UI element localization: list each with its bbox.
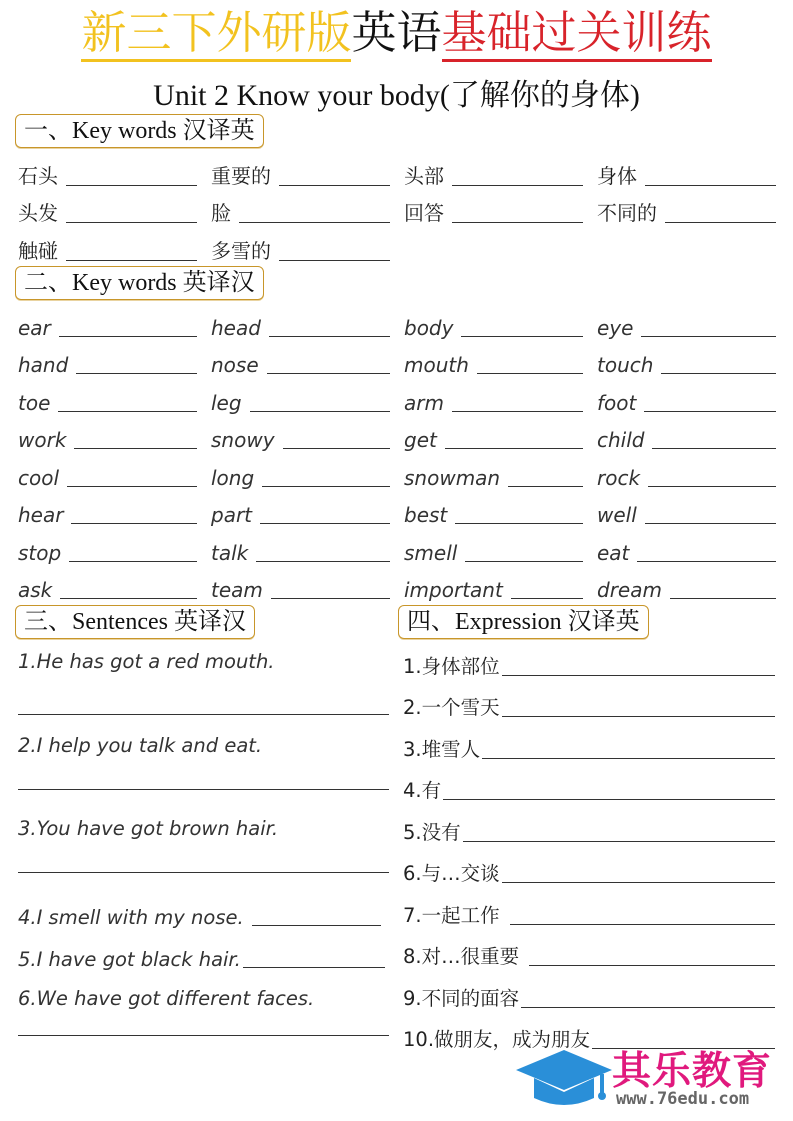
word-prompt: cool xyxy=(18,465,60,490)
word-prompt: toe xyxy=(18,390,51,415)
word-prompt: long xyxy=(211,465,255,490)
answer-blank[interactable] xyxy=(279,259,390,261)
expression-item xyxy=(403,928,775,970)
answer-blank[interactable] xyxy=(443,798,775,800)
word-prompt: 触碰 xyxy=(18,238,58,263)
expression-prompt: 1.身体部位 xyxy=(403,654,500,678)
answer-blank[interactable] xyxy=(652,447,776,449)
word-prompt: 多雪的 xyxy=(211,238,271,263)
word-row xyxy=(18,151,776,189)
word-prompt: stop xyxy=(18,540,62,565)
sentence-item: 5.I have got black hair. xyxy=(18,948,241,971)
answer-blank[interactable] xyxy=(66,259,197,261)
word-prompt: 重要的 xyxy=(211,163,271,188)
answer-blank[interactable] xyxy=(269,335,390,337)
word-prompt: part xyxy=(211,503,253,527)
answer-blank[interactable] xyxy=(67,485,197,487)
expression-item xyxy=(403,803,775,845)
answer-blank[interactable] xyxy=(66,221,197,223)
sentence-item: 6.We have got different faces. xyxy=(18,987,315,1010)
word-row xyxy=(18,302,776,340)
word-prompt: well xyxy=(597,503,637,527)
answer-blank[interactable] xyxy=(69,560,197,562)
section3-heading: 三、Sentences 英译汉 xyxy=(15,605,255,639)
expression-item xyxy=(403,886,775,928)
sentence-row xyxy=(18,943,389,971)
answer-blank[interactable] xyxy=(637,560,776,562)
answer-blank[interactable] xyxy=(267,372,390,374)
word-prompt: leg xyxy=(211,390,242,415)
word-row xyxy=(18,340,776,378)
word-prompt: child xyxy=(597,428,645,452)
answer-blank[interactable] xyxy=(641,335,776,337)
expression-item xyxy=(403,845,775,887)
answer-blank[interactable] xyxy=(452,410,583,412)
sentence-item: 2.I help you talk and eat. xyxy=(18,734,263,757)
word-row xyxy=(18,415,776,453)
expression-prompt: 3.堆雪人 xyxy=(403,737,481,761)
word-row xyxy=(18,226,776,264)
word-prompt: ask xyxy=(18,578,53,602)
answer-blank[interactable] xyxy=(260,522,390,524)
answer-line[interactable] xyxy=(18,678,389,715)
word-row xyxy=(18,527,776,565)
word-prompt: snowman xyxy=(404,465,501,490)
answer-blank[interactable] xyxy=(250,410,390,412)
answer-line[interactable] xyxy=(18,845,389,873)
title-part-1: 新三下外研版 xyxy=(81,6,351,62)
answer-blank[interactable] xyxy=(465,560,583,562)
word-prompt: 石头 xyxy=(18,163,58,188)
word-prompt: talk xyxy=(211,540,249,565)
answer-blank[interactable] xyxy=(477,372,583,374)
answer-blank[interactable] xyxy=(644,410,776,412)
answer-blank[interactable] xyxy=(461,335,583,337)
sentence-item: 3.You have got brown hair. xyxy=(18,817,279,840)
section2-grid xyxy=(18,302,776,602)
section4-heading: 四、Expression 汉译英 xyxy=(398,605,649,639)
answer-blank[interactable] xyxy=(665,221,776,223)
answer-line[interactable] xyxy=(18,1015,389,1036)
sentence-item: 1.He has got a red mouth. xyxy=(18,650,275,673)
answer-blank[interactable] xyxy=(256,560,390,562)
expression-prompt: 9.不同的面容 xyxy=(403,986,520,1010)
sentence-item: 4.I smell with my nose. xyxy=(18,906,244,929)
word-prompt: dream xyxy=(597,578,662,602)
word-prompt: 头发 xyxy=(18,201,58,225)
word-prompt: 身体 xyxy=(597,163,637,188)
word-prompt: snowy xyxy=(211,428,275,452)
answer-blank[interactable] xyxy=(502,881,775,883)
section1-grid xyxy=(18,151,776,264)
answer-line[interactable] xyxy=(18,762,389,790)
expression-prompt: 6.与…交谈 xyxy=(403,862,500,885)
answer-blank[interactable] xyxy=(445,447,583,449)
expression-item xyxy=(403,720,775,762)
word-prompt: 头部 xyxy=(404,163,444,188)
answer-blank[interactable] xyxy=(66,184,197,186)
word-row xyxy=(18,452,776,490)
answer-blank[interactable] xyxy=(463,840,775,842)
word-prompt: eye xyxy=(597,315,634,340)
answer-blank[interactable] xyxy=(283,447,390,449)
word-prompt: hear xyxy=(18,503,64,527)
word-prompt: team xyxy=(211,578,263,602)
answer-blank[interactable] xyxy=(510,923,775,925)
word-prompt: rock xyxy=(597,465,641,490)
word-row xyxy=(18,377,776,415)
answer-blank[interactable] xyxy=(60,597,197,599)
answer-blank[interactable] xyxy=(452,221,583,223)
expression-prompt: 10.做朋友，成为朋友 xyxy=(403,1028,591,1051)
word-prompt: 不同的 xyxy=(597,201,657,225)
expression-prompt: 4.有 xyxy=(403,779,442,802)
expression-prompt: 5.没有 xyxy=(403,820,461,844)
answer-blank[interactable] xyxy=(59,335,197,337)
word-prompt: touch xyxy=(597,353,654,377)
sentence-row xyxy=(18,901,389,929)
answer-blank[interactable] xyxy=(670,597,776,599)
word-prompt: work xyxy=(18,428,67,452)
answer-blank[interactable] xyxy=(661,372,776,374)
page-title xyxy=(0,4,793,62)
word-prompt: hand xyxy=(18,353,69,377)
answer-blank[interactable] xyxy=(271,597,390,599)
answer-blank[interactable] xyxy=(452,184,583,186)
word-prompt: head xyxy=(211,315,261,340)
logo-url: www.76edu.com xyxy=(616,1089,750,1109)
answer-blank[interactable] xyxy=(502,715,775,717)
section1-heading: 一、Key words 汉译英 xyxy=(15,114,264,148)
answer-blank[interactable] xyxy=(76,372,197,374)
answer-blank[interactable] xyxy=(521,1006,775,1008)
answer-blank[interactable] xyxy=(74,447,197,449)
section4-expressions xyxy=(403,637,775,1052)
title-part-3: 基础过关训练 xyxy=(442,6,712,62)
word-prompt: smell xyxy=(404,540,458,565)
answer-blank[interactable] xyxy=(648,485,776,487)
word-prompt: nose xyxy=(211,353,259,377)
word-row xyxy=(18,189,776,227)
expression-item xyxy=(403,679,775,721)
word-prompt: mouth xyxy=(404,353,469,377)
answer-blank[interactable] xyxy=(645,522,776,524)
answer-blank[interactable] xyxy=(455,522,583,524)
word-row xyxy=(18,490,776,528)
unit-subtitle: Unit 2 Know your body(了解你的身体) xyxy=(153,79,640,112)
word-prompt: arm xyxy=(404,390,444,415)
answer-blank[interactable] xyxy=(239,221,390,223)
expression-item xyxy=(403,969,775,1011)
word-prompt: important xyxy=(404,578,503,602)
expression-prompt: 8.对…很重要 xyxy=(403,945,520,968)
answer-blank[interactable] xyxy=(511,597,583,599)
answer-blank[interactable] xyxy=(482,757,775,759)
section2-heading: 二、Key words 英译汉 xyxy=(15,266,264,300)
answer-blank[interactable] xyxy=(71,522,197,524)
answer-blank[interactable] xyxy=(252,924,381,926)
word-prompt: eat xyxy=(597,540,630,565)
expression-item xyxy=(403,637,775,679)
answer-blank[interactable] xyxy=(262,485,390,487)
logo-name: 其乐教育 xyxy=(612,1049,773,1094)
expression-item xyxy=(403,762,775,804)
answer-blank[interactable] xyxy=(243,966,385,968)
word-prompt: 回答 xyxy=(404,201,444,225)
word-prompt: get xyxy=(404,428,437,452)
word-prompt: ear xyxy=(18,315,51,340)
word-row xyxy=(18,565,776,603)
expression-prompt: 2.一个雪天 xyxy=(403,696,500,719)
answer-blank[interactable] xyxy=(645,184,776,186)
answer-blank[interactable] xyxy=(529,964,775,966)
word-prompt: 脸 xyxy=(211,201,231,225)
answer-blank[interactable] xyxy=(508,485,583,487)
title-part-2: 英语 xyxy=(351,6,442,59)
answer-blank[interactable] xyxy=(502,674,775,676)
word-prompt: body xyxy=(404,315,454,340)
expression-prompt: 7.一起工作 xyxy=(403,903,500,927)
answer-blank[interactable] xyxy=(58,410,197,412)
word-prompt: best xyxy=(404,503,448,527)
answer-blank[interactable] xyxy=(279,184,390,186)
word-prompt: foot xyxy=(597,390,637,415)
section3-sentences xyxy=(18,650,389,1036)
